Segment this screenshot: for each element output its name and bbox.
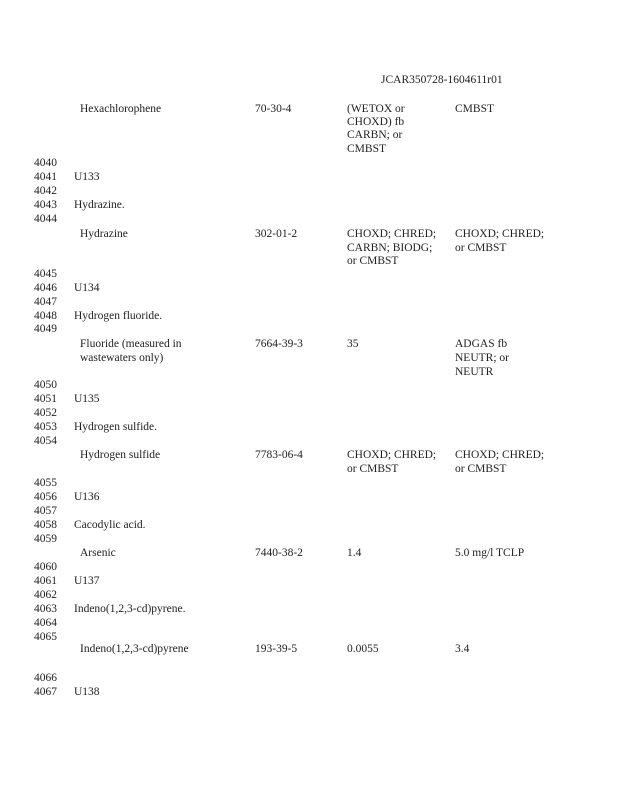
nonwastewater-standard: NEUTR; or bbox=[455, 352, 509, 364]
wastewater-standard: CARBN; BIODG; bbox=[347, 242, 433, 254]
waste-name: Hydrazine. bbox=[74, 199, 125, 211]
nonwastewater-standard: 3.4 bbox=[455, 643, 470, 655]
line-number: 4056 bbox=[34, 491, 57, 503]
nonwastewater-standard: ADGAS fb bbox=[455, 338, 508, 350]
waste-name: Cacodylic acid. bbox=[74, 519, 146, 531]
line-number: 4041 bbox=[34, 171, 57, 183]
line-number: 4051 bbox=[34, 393, 57, 405]
line-number: 4046 bbox=[34, 282, 57, 294]
waste-code: U138 bbox=[74, 686, 100, 698]
nonwastewater-standard: CMBST bbox=[455, 103, 494, 115]
waste-code: U133 bbox=[74, 171, 100, 183]
line-number: 4063 bbox=[34, 603, 57, 615]
wastewater-standard: 1.4 bbox=[347, 547, 362, 559]
wastewater-standard: CARBN; or bbox=[347, 129, 403, 141]
chemical-name: Hydrazine bbox=[80, 228, 128, 240]
line-number: 4052 bbox=[34, 407, 57, 419]
line-number: 4050 bbox=[34, 379, 57, 391]
line-number: 4067 bbox=[34, 686, 57, 698]
line-number: 4048 bbox=[34, 310, 57, 322]
wastewater-standard: CHOXD; CHRED; bbox=[347, 228, 437, 240]
line-number: 4057 bbox=[34, 505, 57, 517]
cas-number: 193-39-5 bbox=[255, 643, 298, 655]
waste-code: U136 bbox=[74, 491, 100, 503]
line-number: 4042 bbox=[34, 185, 57, 197]
waste-code: U135 bbox=[74, 393, 100, 405]
chemical-name: Hydrogen sulfide bbox=[80, 449, 161, 461]
wastewater-standard: CHOXD; CHRED; bbox=[347, 449, 437, 461]
wastewater-standard: or CMBST bbox=[347, 255, 399, 267]
nonwastewater-standard: CHOXD; CHRED; bbox=[455, 228, 545, 240]
line-number: 4060 bbox=[34, 561, 57, 573]
wastewater-standard: or CMBST bbox=[347, 463, 399, 475]
waste-name: Hydrogen sulfide. bbox=[74, 421, 158, 433]
chemical-name: Hexachlorophene bbox=[80, 103, 162, 115]
cas-number: 7440-38-2 bbox=[255, 547, 303, 559]
waste-code: U137 bbox=[74, 575, 100, 587]
line-number: 4061 bbox=[34, 575, 57, 587]
line-number: 4045 bbox=[34, 268, 57, 280]
cas-number: 70-30-4 bbox=[255, 103, 292, 115]
nonwastewater-standard: 5.0 mg/l TCLP bbox=[455, 547, 525, 559]
nonwastewater-standard: or CMBST bbox=[455, 242, 507, 254]
line-number: 4058 bbox=[34, 519, 57, 531]
line-number: 4054 bbox=[34, 435, 57, 447]
nonwastewater-standard: CHOXD; CHRED; bbox=[455, 449, 545, 461]
chemical-name: Arsenic bbox=[80, 547, 116, 559]
document-id: JCAR350728-1604611r01 bbox=[381, 74, 503, 86]
wastewater-standard: 0.0055 bbox=[347, 643, 379, 655]
cas-number: 302-01-2 bbox=[255, 228, 298, 240]
cas-number: 7783-06-4 bbox=[255, 449, 303, 461]
wastewater-standard: CMBST bbox=[347, 143, 386, 155]
line-number: 4049 bbox=[34, 323, 57, 335]
nonwastewater-standard: NEUTR bbox=[455, 366, 494, 378]
chemical-name: wastewaters only) bbox=[80, 352, 164, 364]
line-number: 4055 bbox=[34, 477, 57, 489]
line-number: 4053 bbox=[34, 421, 57, 433]
waste-name: Hydrogen fluoride. bbox=[74, 310, 163, 322]
line-number: 4047 bbox=[34, 296, 57, 308]
waste-name: Indeno(1,2,3-cd)pyrene. bbox=[74, 603, 186, 615]
wastewater-standard: (WETOX or bbox=[347, 103, 405, 115]
line-number: 4066 bbox=[34, 672, 57, 684]
line-number: 4062 bbox=[34, 589, 57, 601]
line-number: 4059 bbox=[34, 533, 57, 545]
waste-code: U134 bbox=[74, 282, 100, 294]
wastewater-standard: CHOXD) fb bbox=[347, 116, 405, 128]
line-number: 4040 bbox=[34, 157, 57, 169]
chemical-name: Indeno(1,2,3-cd)pyrene bbox=[80, 643, 189, 655]
wastewater-standard: 35 bbox=[347, 338, 359, 350]
chemical-name: Fluoride (measured in bbox=[80, 338, 182, 350]
line-number: 4064 bbox=[34, 617, 57, 629]
nonwastewater-standard: or CMBST bbox=[455, 463, 507, 475]
line-number: 4043 bbox=[34, 199, 57, 211]
cas-number: 7664-39-3 bbox=[255, 338, 303, 350]
line-number: 4044 bbox=[34, 213, 57, 225]
line-number: 4065 bbox=[34, 631, 57, 643]
